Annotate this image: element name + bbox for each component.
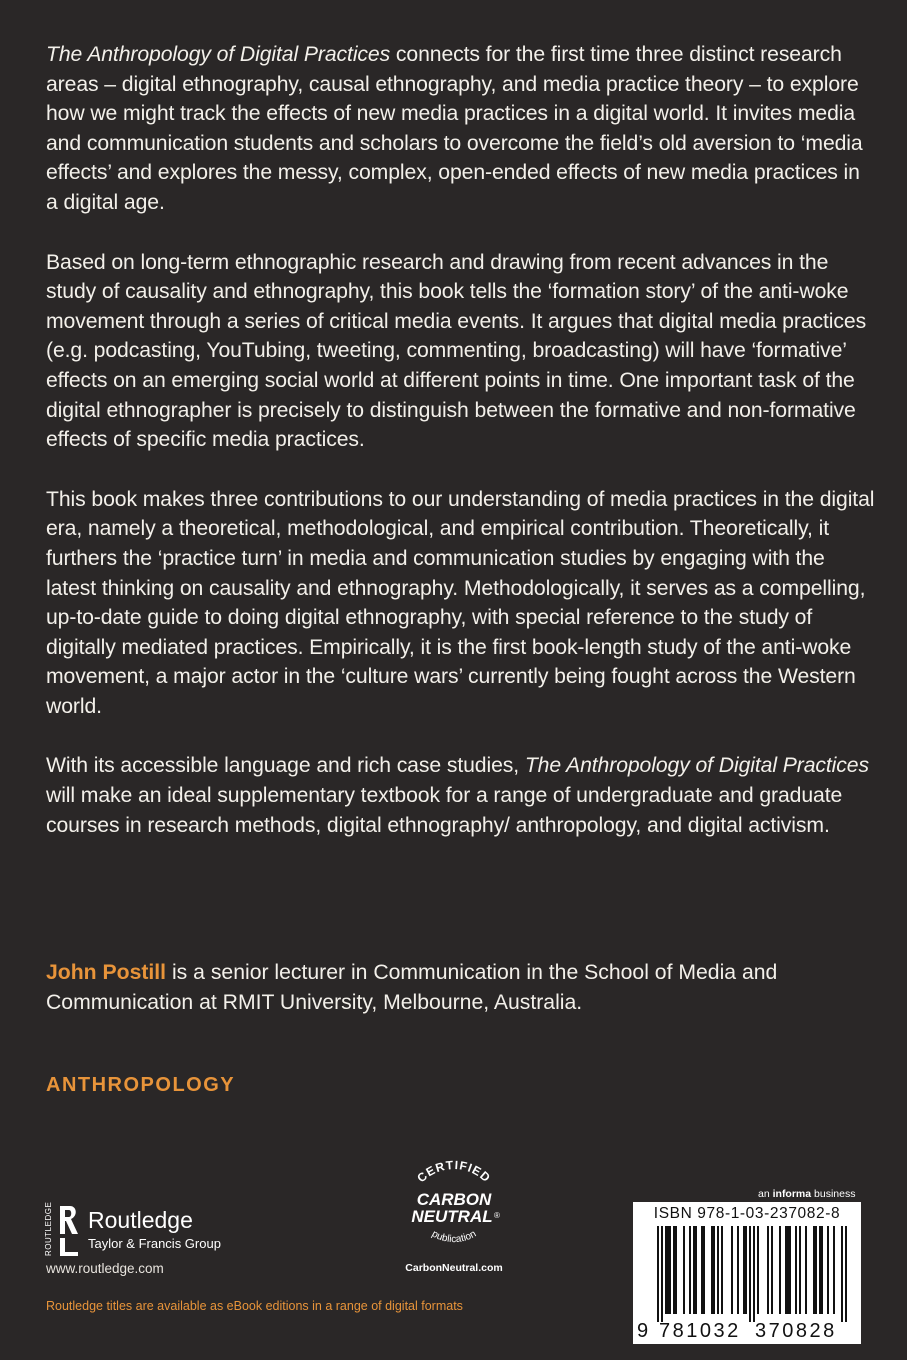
isbn-barcode [633,1202,861,1344]
blurb-p1-text: connects for the first time three distinct research areas – digital ethnography, causal ethnography, and media practice theory – to explore how we might track the effects of new media practices in a digital world. It invites media and communication students and scholars to overcome the field’s old aversion to ‘media effects’ and explores the messy, complex, open-ended effects of new media practices in a digital age. [46,43,863,214]
ean-group-2: 370828 [755,1320,837,1342]
publisher-vertical-label: ROUTLEDGE [44,1201,53,1256]
barcode-bar [833,1226,835,1314]
barcode-bar [745,1226,747,1314]
author-bio [46,958,876,1017]
ean-group-1: 781032 [659,1320,741,1342]
barcode-bar [743,1226,745,1314]
blurb-paragraph-4 [46,751,876,840]
barcode-bar [779,1226,781,1314]
book-title-italic-2: The Anthropology of Digital Practices [524,754,869,778]
neutral-word: NEUTRAL [411,1207,493,1226]
carbon-word: CARBON [416,1190,492,1209]
informa-suffix: business [811,1188,856,1200]
barcode-bar [805,1226,807,1314]
barcode-bar [821,1226,823,1314]
barcode-bar [721,1226,723,1314]
blurb-paragraph-2: Based on long-term ethnographic research and drawing from recent advances in the study of causality and ethnography, this book tells the ‘formation story’ of the anti-woke movement through a series of critical media events. It argues that digital media practices (e.g. podcasting, YouTubing, tweeting, commenting, broadcasting) will have ‘formative’ effects on an emerging social world at different points in time. One important task of the digital ethnographer is precisely to distinguish between the formative and non-formative effects of specific media practices. [46,250,867,452]
barcode-bar [799,1226,801,1314]
book-title-italic: The Anthropology of Digital Practices [46,43,391,66]
barcode-bar [695,1226,697,1314]
blurb-paragraph-3: This book makes three contributions to our understanding of media practices in the digital era, namely a theoretical, methodological, and empirical contribution. Theoretically, it furthers the ‘practice turn’ in media and communication studies by engaging with the latest thinking on causality and ethnography. Methodologically, it serves as a compelling, up-to-date guide to doing digital ethnography, with special reference to the study of digitally mediated practices. Empirically, it is the first book-length study of the anti-woke movement, a major actor in the ‘culture wars’ currently being fought across the Western world. [46,487,875,718]
subject-category: ANTHROPOLOGY [46,1074,236,1096]
barcode-bar [841,1226,843,1322]
barcode-bar [703,1226,705,1314]
barcode-bar [711,1226,713,1314]
barcode-bar [827,1226,829,1314]
barcode-bar [795,1226,797,1314]
informa-tagline [758,1188,855,1200]
publisher-url[interactable]: www.routledge.com [46,1261,164,1276]
publisher-group: Taylor & Francis Group [88,1236,221,1251]
author-name: John Postill [46,961,167,984]
barcode-bar [673,1226,675,1314]
barcode-bar [701,1226,703,1314]
barcode-bar [819,1226,821,1314]
barcode-bar [713,1226,715,1314]
barcode-bar [669,1226,671,1314]
ebook-note: Routledge titles are available as eBook editions in a range of digital formats [46,1299,463,1313]
barcode-bar [665,1226,667,1314]
back-cover-blurb [46,40,876,870]
barcode-bar [675,1226,677,1314]
barcode-bar [737,1226,739,1314]
barcode-bar [717,1226,719,1314]
ean-lead-digit: 9 [637,1320,651,1342]
barcode-bar [787,1226,789,1314]
carbon-publication-text: publication [429,1228,479,1246]
carbon-certified-text: CERTIFIED [414,1157,494,1186]
informa-brand: informa [772,1188,812,1200]
barcode-bar [693,1226,695,1314]
barcode-bar [731,1226,733,1314]
blurb-p4-pre: With its accessible language and rich case studies, [46,754,525,778]
barcode-bar [813,1226,815,1314]
isbn-number: ISBN 978-1-03-237082-8 [653,1205,841,1222]
barcode-bar [657,1226,659,1322]
barcode-bar [815,1226,817,1314]
barcode-bar [753,1226,755,1322]
publisher-name: Routledge [88,1207,193,1233]
registered-mark: ® [494,1211,500,1220]
carbon-neutral-url[interactable]: CarbonNeutral.com [405,1262,503,1274]
barcode-bar [789,1226,791,1314]
barcode-bar [845,1226,847,1322]
routledge-r-icon [58,1204,80,1256]
blurb-p4-text: will make an ideal supplementary textbook for a range of undergraduate and graduate courses in research methods, digital ethnography/ anthropology, and digital activism. [46,784,843,837]
blurb-paragraph-1 [46,40,876,218]
barcode-bar [667,1226,669,1314]
barcode-bar [757,1226,759,1314]
barcode-bars-graphic [639,1226,855,1322]
barcode-bar [785,1226,787,1314]
barcode-bar [767,1226,769,1314]
carbon-neutral-logo [390,1148,518,1278]
author-bio-text: is a senior lecturer in Communication in the School of Media and Communication at RMIT University, Melbourne, Australia. [46,961,778,1014]
barcode-bar [683,1226,685,1314]
barcode-bar [771,1226,773,1314]
publisher-logo-block [44,1201,304,1260]
barcode-bar [661,1226,663,1322]
informa-prefix: an [758,1188,773,1200]
barcode-bar [689,1226,691,1314]
barcode-bar [749,1226,751,1322]
